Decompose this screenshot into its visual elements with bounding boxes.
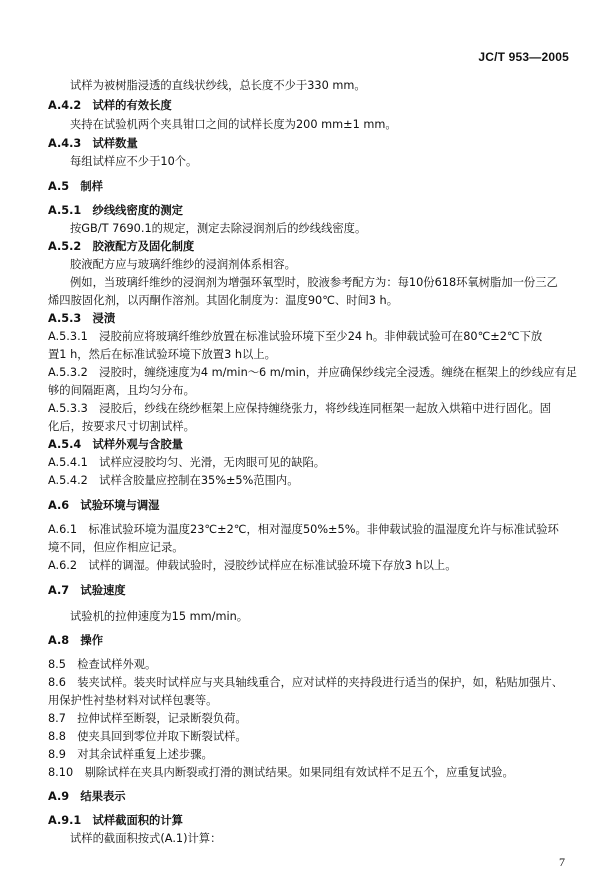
text-line: 夹持在试验机两个夹具钳口之间的试样长度为200 mm±1 mm。	[70, 118, 397, 131]
text-line: 8.6 装夹试样。装夹时试样应与夹具轴线重合，应对试样的夹持段进行适当的保护，如，粘贴加强片、	[48, 676, 564, 689]
section-heading: A.5.2 胶液配方及固化制度	[48, 240, 195, 253]
standard-number: JC/T 953—2005	[478, 50, 569, 64]
section-heading: A.9 结果表示	[48, 790, 126, 803]
text-line: 8.9 对其余试样重复上述步骤。	[48, 748, 213, 761]
section-heading: A.7 试验速度	[48, 584, 126, 597]
text-line: 境不同，但应作相应记录。	[48, 541, 184, 554]
text-line: 试样的截面积按式(A.1)计算：	[70, 832, 222, 845]
section-heading: A.6 试验环境与调湿	[48, 499, 160, 512]
text-line: 按GB/T 7690.1的规定，测定去除浸润剂后的纱线线密度。	[70, 222, 367, 235]
text-line: 8.10 剔除试样在夹具内断裂或打滑的测试结果。如果同组有效试样不足五个，应重复试验。	[48, 766, 514, 779]
text-line: 试样为被树脂浸透的直线状纱线，总长度不少于330 mm。	[70, 79, 366, 92]
section-heading: A.5.1 纱线线密度的测定	[48, 204, 183, 217]
text-line: 8.5 检查试样外观。	[48, 658, 157, 671]
text-line: 每组试样应不少于10个。	[70, 155, 198, 168]
section-heading: A.8 操作	[48, 634, 103, 647]
text-line: 用保护性衬垫材料对试样包裹等。	[48, 694, 218, 707]
text-line: 8.8 使夹具回到零位并取下断裂试样。	[48, 730, 247, 743]
text-line: A.5.3.1 浸胶前应将玻璃纤维纱放置在标准试验环境下至少24 h。非伸载试验可在80℃±2℃下放	[48, 330, 543, 343]
text-line: 胶液配方应与玻璃纤维纱的浸润剂体系相容。	[70, 258, 296, 271]
section-heading: A.9.1 试样截面积的计算	[48, 814, 183, 827]
text-line: A.5.3.2 浸胶时，缠绕速度为4 m/min～6 m/min，并应确保纱线完全浸透。缠绕在框架上的纱线应有足	[48, 366, 578, 379]
section-heading: A.5 制样	[48, 180, 103, 193]
section-heading: A.4.3 试样数量	[48, 137, 138, 150]
text-line: A.6.2 试样的调湿。伸载试验时，浸胶纱试样应在标准试验环境下存放3 h以上。	[48, 559, 457, 572]
text-line: A.5.3.3 浸胶后，纱线在绕纱框架上应保持缠绕张力，将纱线连同框架一起放入烘箱中进行固化。固	[48, 402, 552, 415]
section-heading: A.5.3 浸渍	[48, 312, 116, 325]
section-heading: A.5.4 试样外观与含胶量	[48, 438, 183, 451]
text-line: 试验机的拉伸速度为15 mm/min。	[70, 610, 249, 623]
text-line: A.5.4.1 试样应浸胶均匀、光滑，无肉眼可见的缺陷。	[48, 456, 326, 469]
text-line: 例如，当玻璃纤维纱的浸润剂为增强环氧型时，胶液参考配方为：每10份618环氧树脂加一份三乙	[70, 276, 558, 289]
page-number: 7	[559, 855, 565, 869]
text-line: 化后，按要求尺寸切割试样。	[48, 420, 195, 433]
text-line: 8.7 拉伸试样至断裂，记录断裂负荷。	[48, 712, 247, 725]
text-line: A.5.4.2 试样含胶量应控制在35%±5%范围内。	[48, 474, 299, 487]
text-line: A.6.1 标准试验环境为温度23℃±2℃，相对湿度50%±5%。非伸载试验的温湿度允许与标准试验环	[48, 523, 559, 536]
text-line: 够的间隔距离，且均匀分布。	[48, 384, 195, 397]
text-line: 烯四胺固化剂，以丙酮作溶剂。其固化制度为：温度90℃、时间3 h。	[48, 294, 399, 307]
text-line: 置1 h，然后在标准试验环境下放置3 h以上。	[48, 348, 276, 361]
section-heading: A.4.2 试样的有效长度	[48, 99, 172, 112]
